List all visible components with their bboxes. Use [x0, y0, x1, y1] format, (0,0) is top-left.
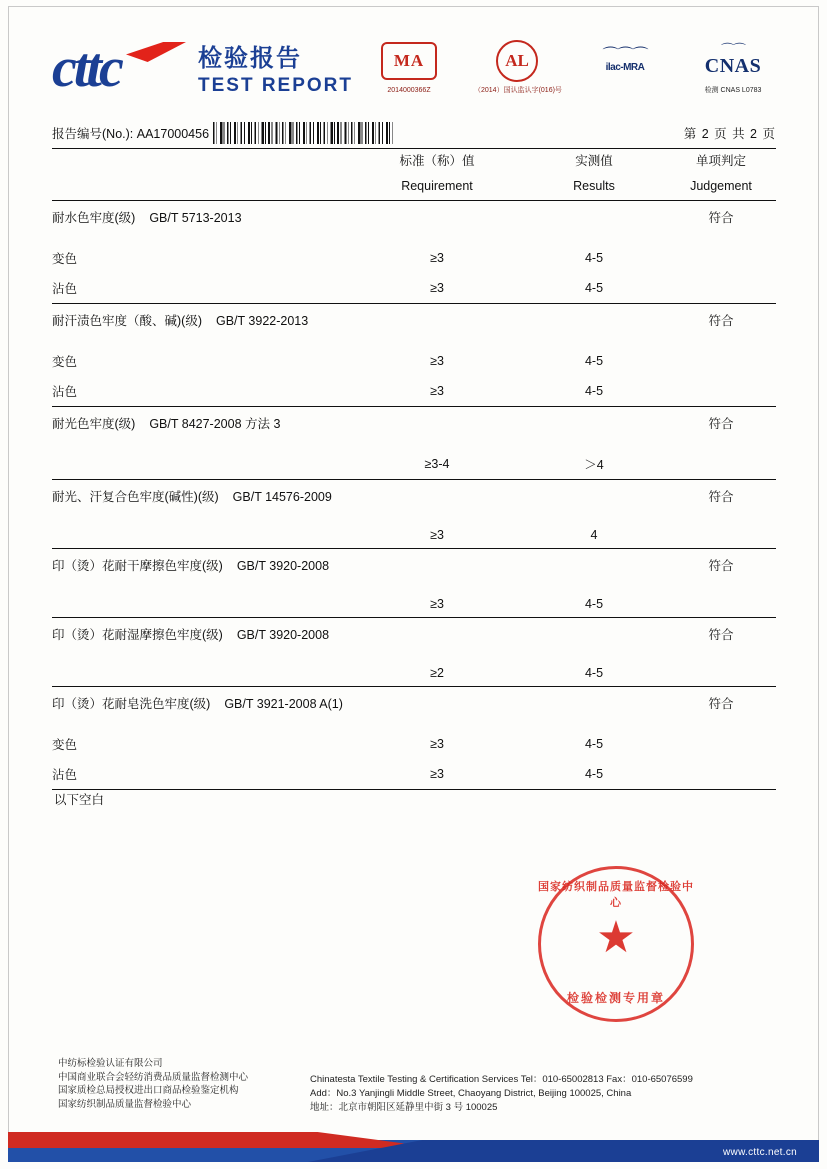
ilac-arcs: ⌒⌒⌒	[602, 46, 648, 64]
result-cell: 4-5	[584, 251, 604, 265]
sub-item-label: 变色	[52, 252, 78, 266]
cnas-caption: 检测 CNAS L0783	[704, 87, 762, 94]
requirement-cell: ≥3	[430, 737, 444, 751]
cert-cal	[474, 38, 560, 95]
official-seal	[538, 866, 694, 1022]
test-item-name: 印（烫）花耐皂洗色牢度(级)	[52, 697, 211, 711]
footer-right-line-3: 地址：北京市朝阳区延静里中街 3 号 100025	[310, 1102, 498, 1113]
result-cell: ＞4	[584, 458, 604, 472]
result-cell	[522, 201, 666, 234]
requirement-cell	[352, 687, 522, 720]
report-header	[52, 38, 776, 116]
result-cell	[522, 480, 666, 513]
cma-caption: 2014000366Z	[387, 87, 431, 94]
judgement-cell	[666, 759, 776, 789]
result-cell: 4-5	[584, 666, 604, 680]
result-cell	[522, 618, 666, 651]
result-cell: 4-5	[584, 354, 604, 368]
results-table-wrap	[52, 148, 776, 790]
logo-wordmark: cttc	[52, 37, 121, 99]
report-number	[52, 124, 209, 142]
requirement-cell	[352, 480, 522, 513]
table-row	[52, 376, 776, 407]
result-cell	[522, 687, 666, 720]
test-item	[52, 480, 352, 513]
page-indicator: 第 2 页 共 2 页	[683, 127, 776, 141]
table-row	[52, 687, 776, 720]
sub-item-label: 沾色	[52, 385, 78, 399]
test-standard: GB/T 8427-2008 方法 3	[149, 417, 281, 431]
ilac-glyph	[597, 41, 653, 81]
ilac-label: ilac-MRA	[605, 61, 645, 73]
requirement-cell: ≥3	[430, 384, 444, 398]
judgement-cell: 符合	[666, 407, 776, 440]
table-row	[52, 273, 776, 304]
brand-logo	[52, 37, 354, 102]
footer-right-line-2: Add：No.3 Yanjingli Middle Street, Chaoyang District, Beijing 100025, China	[310, 1088, 632, 1099]
result-cell: 4-5	[584, 281, 604, 295]
th-judgement-en: Judgement	[690, 179, 752, 193]
table-row	[52, 243, 776, 273]
table-row	[52, 480, 776, 513]
sub-item-label: 变色	[52, 738, 78, 752]
judgement-cell: 符合	[666, 687, 776, 720]
footer-left-line-4: 国家纺织制品质量监督检验中心	[58, 1098, 192, 1110]
cnas-label: CNAS	[704, 54, 762, 77]
footer-contact-info	[310, 1073, 693, 1115]
cal-glyph: AL	[496, 40, 538, 82]
footer-right-line-1: Chinatesta Textile Testing & Certification Services Tel：010-65002813 Fax：010-65076599	[310, 1074, 693, 1085]
seal-bottom-text: 检验检测专用章	[566, 991, 665, 1005]
table-row	[52, 407, 776, 440]
judgement-cell	[666, 660, 776, 687]
requirement-cell: ≥3	[430, 528, 444, 542]
end-of-content-note: 以下空白	[54, 793, 105, 807]
judgement-cell	[666, 376, 776, 407]
th-judgement-cn: 单项判定	[695, 154, 746, 168]
report-number-label: 报告编号(No.):	[52, 127, 134, 141]
report-title-block	[198, 40, 353, 98]
footer-website: www.cttc.net.cn	[723, 1147, 797, 1158]
requirement-cell: ≥3	[430, 281, 444, 295]
requirement-cell: ≥3	[430, 597, 444, 611]
result-cell	[522, 407, 666, 440]
judgement-cell	[666, 273, 776, 304]
test-item-name: 印（烫）花耐湿摩擦色牢度(级)	[52, 628, 223, 642]
test-item	[52, 687, 352, 720]
requirement-cell	[352, 201, 522, 234]
sub-item-label: 沾色	[52, 282, 78, 296]
report-number-value: AA17000456	[136, 127, 210, 141]
test-item-name: 耐光色牢度(级)	[52, 417, 136, 431]
table-head	[52, 149, 776, 201]
table-body	[52, 201, 776, 790]
test-standard: GB/T 3921-2008 A(1)	[224, 697, 343, 711]
cnas-glyph	[704, 41, 762, 78]
table-bottom-rule	[52, 789, 776, 790]
test-item	[52, 304, 352, 337]
test-item-name: 耐汗渍色牢度（酸、碱)(级)	[52, 314, 202, 328]
footer-left-line-1: 中纺标检验认证有限公司	[58, 1058, 163, 1069]
report-number-row	[52, 122, 776, 144]
th-requirement-en: Requirement	[401, 179, 473, 193]
requirement-cell	[352, 407, 522, 440]
judgement-cell: 符合	[666, 618, 776, 651]
report-title-en: TEST REPORT	[198, 75, 354, 96]
table-row	[52, 660, 776, 687]
footer-company-info	[58, 1057, 248, 1111]
sub-item-label: 沾色	[52, 768, 78, 782]
footer-left-line-2: 中国商业联合会轻纺消费品质量监督检测中心	[58, 1071, 249, 1083]
cma-glyph: MA	[381, 42, 437, 80]
footer-decorative-bar	[8, 1132, 819, 1162]
th-requirement-cn: 标准（称）值	[399, 154, 475, 168]
table-row	[52, 591, 776, 618]
test-standard: GB/T 14576-2009	[232, 490, 332, 504]
requirement-cell: ≥3-4	[424, 457, 450, 471]
judgement-cell: 符合	[666, 480, 776, 513]
seal-top-text: 国家纺织制品质量监督检验中心	[538, 881, 694, 909]
requirement-cell	[352, 304, 522, 337]
test-standard: GB/T 3922-2013	[216, 314, 309, 328]
result-cell	[522, 304, 666, 337]
table-row	[52, 729, 776, 759]
table-header-row-cn	[52, 149, 776, 175]
requirement-cell: ≥3	[430, 354, 444, 368]
sub-item-label	[52, 522, 352, 549]
th-results-cn: 实测值	[575, 154, 613, 168]
sub-item-label	[52, 660, 352, 687]
cma-icon	[366, 38, 452, 84]
result-cell: 4	[590, 528, 598, 542]
cert-cma	[366, 38, 452, 95]
test-item	[52, 549, 352, 582]
result-cell	[522, 549, 666, 582]
judgement-cell: 符合	[666, 549, 776, 582]
cal-caption: （2014）国认监认字(016)号	[474, 87, 562, 94]
test-item-name: 耐水色牢度(级)	[52, 211, 136, 225]
sub-item-label: 变色	[52, 355, 78, 369]
page-footer	[0, 1051, 827, 1169]
judgement-cell: 符合	[708, 211, 734, 225]
judgement-cell	[666, 729, 776, 759]
judgement-cell	[666, 243, 776, 273]
test-standard: GB/T 5713-2013	[149, 211, 242, 225]
test-item	[52, 407, 352, 440]
result-cell: 4-5	[584, 597, 604, 611]
sub-item-label	[52, 449, 352, 480]
judgement-cell	[666, 346, 776, 376]
table-row	[52, 304, 776, 337]
table-row	[52, 522, 776, 549]
barcode	[213, 122, 393, 144]
table-row	[52, 549, 776, 582]
footer-bar-red	[8, 1132, 438, 1148]
test-standard: GB/T 3920-2008	[236, 559, 330, 573]
cert-cnas	[690, 38, 776, 95]
result-cell: 4-5	[584, 737, 604, 751]
judgement-cell	[666, 522, 776, 549]
test-item	[52, 618, 352, 651]
seal-star-icon: ★	[596, 912, 636, 962]
certification-marks	[366, 38, 776, 95]
table-row	[52, 618, 776, 651]
requirement-cell	[352, 618, 522, 651]
th-item-en	[52, 175, 352, 200]
result-cell: 4-5	[584, 384, 604, 398]
judgement-cell	[666, 591, 776, 618]
table-header-row-en	[52, 175, 776, 200]
table-row	[52, 449, 776, 480]
test-standard: GB/T 3920-2008	[236, 628, 330, 642]
cert-ilac	[582, 38, 668, 86]
cttc-logo-mark	[52, 37, 190, 102]
table-row	[52, 346, 776, 376]
cnas-arc: ⌒⌒	[720, 41, 745, 57]
cnas-icon	[690, 38, 776, 84]
table-row	[52, 759, 776, 789]
cal-icon	[474, 38, 560, 84]
test-item-name: 印（烫）花耐干摩擦色牢度(级)	[52, 559, 223, 573]
result-cell: 4-5	[584, 767, 604, 781]
judgement-cell: 符合	[666, 304, 776, 337]
judgement-cell	[666, 449, 776, 480]
sub-item-label	[52, 591, 352, 618]
th-results-en: Results	[573, 179, 615, 193]
th-item-cn	[52, 149, 352, 175]
test-item	[52, 201, 352, 234]
report-title-cn: 检验报告	[198, 45, 302, 72]
test-item-name: 耐光、汗复合色牢度(碱性)(级)	[52, 490, 219, 504]
table-row	[52, 201, 776, 234]
requirement-cell	[352, 549, 522, 582]
results-table	[52, 148, 776, 789]
requirement-cell: ≥2	[430, 666, 444, 680]
footer-left-line-3: 国家质检总局授权进出口商品检验鉴定机构	[58, 1085, 239, 1096]
ilac-mra-icon	[582, 38, 668, 84]
requirement-cell: ≥3	[430, 767, 444, 781]
requirement-cell: ≥3	[430, 251, 444, 265]
